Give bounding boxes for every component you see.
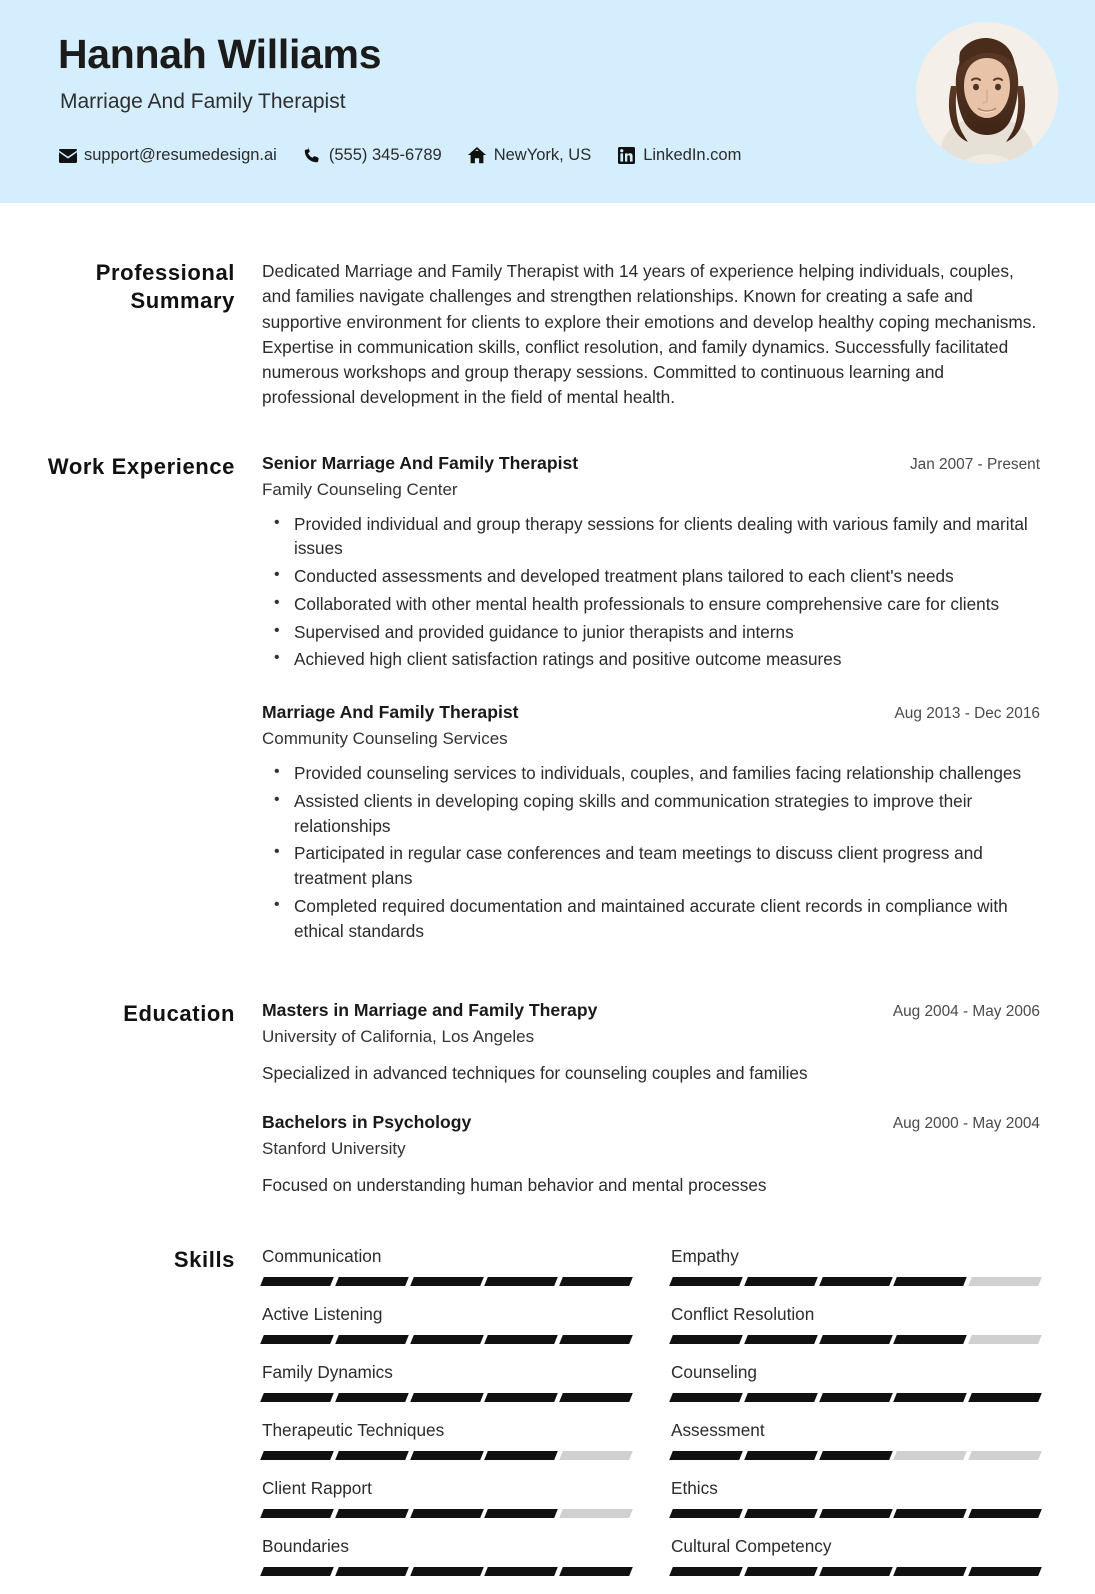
skills-grid [262, 1246, 1040, 1594]
phone-icon [303, 146, 322, 165]
skill-level-segment [410, 1335, 483, 1344]
experience-entry [262, 702, 1040, 943]
skill-level-segment [335, 1277, 408, 1286]
entry-bullet: • Collaborated with other mental health professionals to ensure comprehensive care for clients [294, 592, 1040, 617]
skill-level-segment [559, 1277, 632, 1286]
skill-item [671, 1420, 1040, 1478]
contact-phone-text: (555) 345-6789 [328, 146, 442, 164]
section-professional-summary [0, 259, 1095, 411]
skill-level-segment [260, 1509, 333, 1518]
skill-item [262, 1304, 631, 1362]
entry-bullet: • Conducted assessments and developed treatment plans tailored to each client's needs [294, 564, 1040, 589]
education-entry [262, 1000, 1040, 1086]
skill-name: Active Listening [262, 1303, 383, 1324]
skill-item [671, 1304, 1040, 1362]
skill-level-segment [968, 1451, 1041, 1460]
skill-level-segment [968, 1335, 1041, 1344]
section-work-experience [0, 453, 1095, 947]
skill-level-segment [485, 1393, 558, 1402]
skill-name: Communication [262, 1245, 382, 1266]
skill-level-segment [410, 1451, 483, 1460]
entry-bullet: • Assisted clients in developing coping skills and communication strategies to improve their relationships [294, 789, 1040, 839]
skill-item [262, 1536, 631, 1594]
section-label-summary: Professional Summary [95, 260, 235, 313]
skill-level-segment [744, 1567, 817, 1576]
entry-date: Aug 2004 - May 2006 [892, 1003, 1040, 1021]
avatar [916, 22, 1058, 164]
skill-level-segment [410, 1277, 483, 1286]
entry-title: Bachelors in Psychology [262, 1112, 472, 1133]
contact-linkedin-text: LinkedIn.com [643, 146, 742, 164]
entry-bullet-list [262, 512, 1040, 673]
linkedin-icon [617, 146, 636, 165]
skill-level-segment [894, 1335, 967, 1344]
candidate-job-title: Marriage And Family Therapist [60, 90, 346, 113]
entry-organization: University of California, Los Angeles [262, 1027, 535, 1047]
skill-level-segment [894, 1509, 967, 1518]
entry-date: Jan 2007 - Present [909, 455, 1040, 473]
resume-body [0, 259, 1095, 1594]
skill-level-segment [819, 1277, 892, 1286]
summary-text: Dedicated Marriage and Family Therapist with 14 years of experience helping individuals, couples, and families navigate challenges and strengthen relationships. Known for creating a safe and supportive environment for clients to explore their emotions and develop healthy coping mechanisms. Expertise in communication skills, conflict resolution, and family dynamics. Successfully facilitated numerous workshops and group therapy sessions. Committed to continuous learning and professional development in the field of mental health. [262, 261, 1037, 408]
experience-entries [235, 453, 1095, 947]
skill-level-segment [968, 1509, 1041, 1518]
skill-level-segment [260, 1277, 333, 1286]
skill-level-segment [485, 1567, 558, 1576]
skill-level-segment [260, 1335, 333, 1344]
skill-level-bar [262, 1509, 631, 1518]
skill-name: Family Dynamics [262, 1361, 393, 1382]
skill-item [671, 1478, 1040, 1536]
entry-bullet: • Supervised and provided guidance to junior therapists and interns [294, 620, 1040, 645]
education-entry [262, 1112, 1040, 1198]
skill-name: Empathy [671, 1245, 739, 1266]
skill-level-bar [262, 1335, 631, 1344]
skill-name: Boundaries [262, 1535, 349, 1556]
skill-name: Cultural Competency [671, 1535, 832, 1556]
skill-level-segment [485, 1451, 558, 1460]
skill-level-segment [744, 1509, 817, 1518]
contact-location[interactable] [468, 146, 592, 165]
entry-header [262, 1000, 1040, 1021]
skill-level-segment [819, 1509, 892, 1518]
contact-phone[interactable] [303, 146, 442, 165]
candidate-name: Hannah Williams [58, 31, 382, 77]
section-label-skills: Skills [173, 1246, 235, 1272]
skill-level-segment [485, 1509, 558, 1518]
skill-level-segment [744, 1451, 817, 1460]
section-label-education: Education [123, 1001, 235, 1027]
skill-level-segment [894, 1451, 967, 1460]
skill-item [262, 1362, 631, 1420]
entry-bullet: • Achieved high client satisfaction ratings and positive outcome measures [294, 647, 1040, 672]
skill-level-segment [485, 1335, 558, 1344]
entry-organization: Family Counseling Center [262, 479, 458, 499]
entry-organization: Community Counseling Services [262, 729, 508, 749]
entry-header [262, 453, 1040, 474]
skill-level-segment [819, 1393, 892, 1402]
skill-level-segment [669, 1335, 742, 1344]
skill-level-segment [559, 1335, 632, 1344]
skill-level-segment [485, 1277, 558, 1286]
entry-title: Senior Marriage And Family Therapist [262, 452, 579, 473]
skill-level-bar [671, 1393, 1040, 1402]
contact-linkedin[interactable] [617, 146, 741, 165]
skill-level-segment [335, 1451, 408, 1460]
skill-level-segment [669, 1393, 742, 1402]
section-skills [0, 1246, 1095, 1594]
skill-level-segment [669, 1509, 742, 1518]
entry-organization: Stanford University [262, 1139, 406, 1159]
skill-name: Counseling [671, 1361, 757, 1382]
section-label-experience: Work Experience [47, 453, 235, 479]
skill-level-segment [894, 1393, 967, 1402]
skill-level-bar [671, 1509, 1040, 1518]
skill-item [262, 1478, 631, 1536]
skill-level-segment [335, 1567, 408, 1576]
entry-title: Masters in Marriage and Family Therapy [262, 1000, 598, 1021]
entry-description: Focused on understanding human behavior and mental processes [262, 1175, 767, 1196]
skill-level-segment [559, 1567, 632, 1576]
skill-level-bar [262, 1567, 631, 1576]
skill-name: Conflict Resolution [671, 1303, 815, 1324]
skill-level-segment [968, 1567, 1041, 1576]
entry-date: Aug 2000 - May 2004 [892, 1115, 1040, 1133]
entry-header [262, 1112, 1040, 1133]
skill-level-segment [260, 1567, 333, 1576]
skill-level-segment [335, 1509, 408, 1518]
entry-title: Marriage And Family Therapist [262, 702, 519, 723]
home-icon [468, 146, 487, 165]
skill-level-segment [894, 1277, 967, 1286]
skill-level-segment [968, 1277, 1041, 1286]
skill-level-segment [669, 1567, 742, 1576]
skill-level-segment [559, 1509, 632, 1518]
skill-item [262, 1246, 631, 1304]
experience-entry [262, 453, 1040, 673]
skill-level-segment [819, 1451, 892, 1460]
skill-level-segment [260, 1451, 333, 1460]
entry-date: Aug 2013 - Dec 2016 [894, 705, 1040, 723]
contact-email-text: support@resumedesign.ai [84, 146, 277, 164]
skill-level-bar [671, 1335, 1040, 1344]
skill-level-segment [744, 1335, 817, 1344]
section-education [0, 1000, 1095, 1198]
entry-bullet: • Completed required documentation and maintained accurate client records in compliance with ethical standards [294, 894, 1040, 944]
skill-item [671, 1536, 1040, 1594]
skill-level-bar [262, 1393, 631, 1402]
skill-name: Ethics [671, 1477, 718, 1498]
skill-level-bar [671, 1567, 1040, 1576]
skill-level-segment [410, 1567, 483, 1576]
entry-bullet: • Provided individual and group therapy sessions for clients dealing with various family and marital issues [294, 512, 1040, 562]
entry-bullet: • Participated in regular case conferences and team meetings to discuss client progress and treatment plans [294, 841, 1040, 891]
skill-item [262, 1420, 631, 1478]
skill-level-bar [262, 1451, 631, 1460]
skill-level-segment [669, 1277, 742, 1286]
skill-level-segment [819, 1335, 892, 1344]
skill-name: Client Rapport [262, 1477, 372, 1498]
entry-bullet-list [262, 761, 1040, 943]
skill-name: Therapeutic Techniques [262, 1419, 445, 1440]
skill-level-segment [744, 1277, 817, 1286]
skill-level-segment [819, 1567, 892, 1576]
skill-level-segment [335, 1335, 408, 1344]
skill-level-bar [671, 1277, 1040, 1286]
skill-level-segment [894, 1567, 967, 1576]
contact-row [58, 146, 767, 165]
skill-level-segment [410, 1509, 483, 1518]
skill-level-segment [559, 1393, 632, 1402]
education-entries [235, 1000, 1095, 1198]
skill-level-segment [335, 1393, 408, 1402]
skill-level-segment [669, 1451, 742, 1460]
entry-bullet: • Provided counseling services to individuals, couples, and families facing relationship challenges [294, 761, 1040, 786]
skill-name: Assessment [671, 1419, 765, 1440]
skill-level-bar [671, 1451, 1040, 1460]
skill-level-segment [559, 1451, 632, 1460]
skill-level-segment [410, 1393, 483, 1402]
contact-email[interactable] [58, 146, 277, 165]
email-icon [58, 146, 77, 165]
entry-description: Specialized in advanced techniques for counseling couples and families [262, 1063, 808, 1084]
skill-level-bar [262, 1277, 631, 1286]
skill-level-segment [968, 1393, 1041, 1402]
entry-header [262, 702, 1040, 723]
resume-header [0, 0, 1095, 203]
skill-level-segment [744, 1393, 817, 1402]
skill-level-segment [260, 1393, 333, 1402]
contact-location-text: NewYork, US [493, 146, 592, 164]
skill-item [671, 1362, 1040, 1420]
skill-item [671, 1246, 1040, 1304]
